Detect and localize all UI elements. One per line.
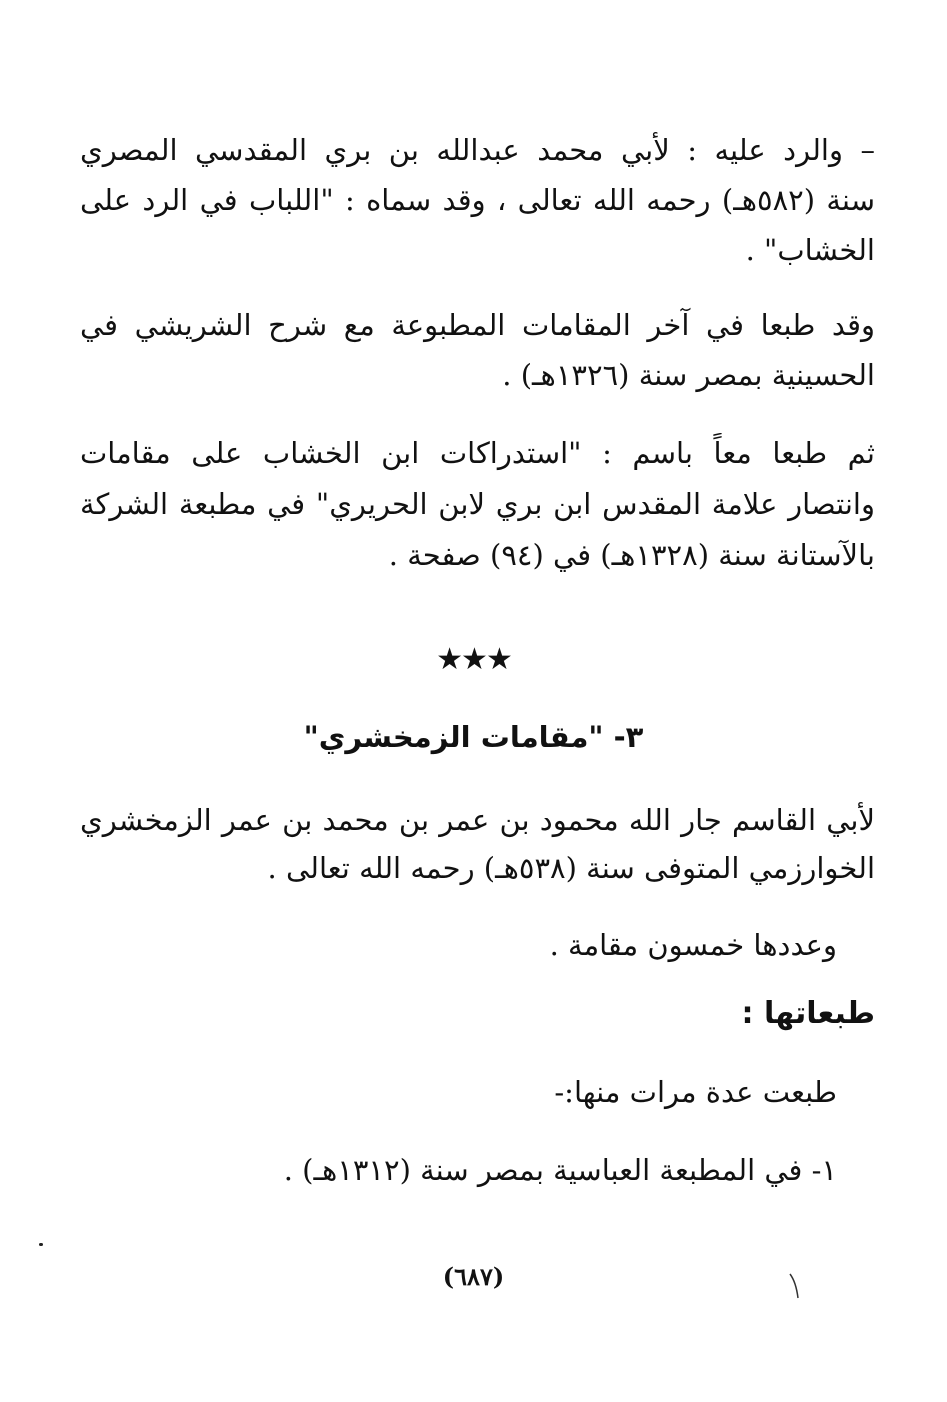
paragraph-1-line-3: الخشاب" .: [745, 233, 875, 267]
editions-heading: طبعاتها :: [741, 996, 875, 1031]
page-number: (٦٨٧): [442, 1262, 505, 1291]
paragraph-1-line-2: سنة (٥٨٢هـ) رحمه الله تعالى ، وقد سماه : "اللباب في الرد على: [80, 183, 875, 217]
paragraph-4-line-2: الخوارزمي المتوفى سنة (٥٣٨هـ) رحمه الله تعالى .: [267, 851, 875, 885]
section-separator: ★★★: [436, 642, 511, 677]
paragraph-2-line-2: الحسينية بمصر سنة (١٣٢٦هـ) .: [502, 358, 875, 392]
paragraph-6: طبعت عدة مرات منها:-: [554, 1075, 837, 1109]
paragraph-3-line-2: وانتصار علامة المقدس ابن بري لابن الحريري" في مطبعة الشركة: [80, 487, 875, 521]
paragraph-5: وعددها خمسون مقامة .: [549, 928, 837, 962]
paragraph-3-line-1: ثم طبعا معاً باسم : "استدراكات ابن الخشاب على مقامات: [80, 436, 875, 470]
list-item-1: ١- في المطبعة العباسية بمصر سنة (١٣١٢هـ) .: [283, 1153, 837, 1187]
section-heading: ٣- "مقامات الزمخشري": [303, 720, 644, 754]
paragraph-3-line-3: بالآستانة سنة (١٣٢٨هـ) في (٩٤) صفحة .: [388, 538, 875, 572]
paragraph-1-line-1: – والرد عليه : لأبي محمد عبدالله بن بري المقدسي المصري: [80, 133, 875, 167]
paragraph-4-line-1: لأبي القاسم جار الله محمود بن عمر بن محمد بن عمر الزمخشري: [80, 803, 875, 837]
scan-mark: [788, 1272, 802, 1300]
scan-speck: [39, 1243, 43, 1246]
paragraph-2-line-1: وقد طبعا في آخر المقامات المطبوعة مع شرح الشريشي في: [80, 308, 875, 342]
